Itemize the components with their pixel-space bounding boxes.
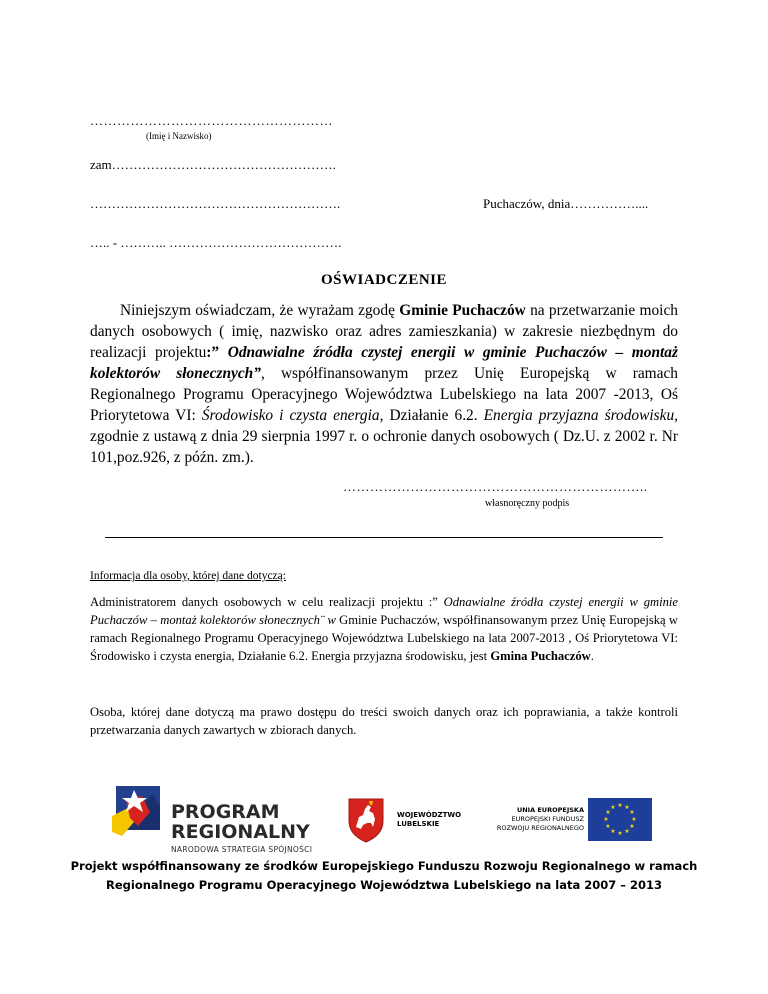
svg-text:★: ★ [624,828,630,835]
svg-text:★: ★ [629,823,635,830]
svg-text:★: ★ [631,816,637,823]
svg-text:★: ★ [603,816,609,823]
svg-text:★: ★ [605,809,611,816]
svg-text:★: ★ [617,830,623,837]
info-p1-gmina: Gmina Puchaczów [490,649,591,663]
eu-line-1: UNIA EUROPEJSKA [516,806,584,814]
svg-text:★: ★ [605,823,611,830]
info-p1-end: . [590,649,594,663]
svg-text:★: ★ [610,828,616,835]
declaration-paragraph [90,300,678,468]
svg-text:★: ★ [629,809,635,816]
info-heading: Informacja dla osoby, której dane dotyczą: [90,570,286,582]
info-p1-project: Odnawialne źródła czystej energii w gminie Puchaczów – montaż kolektorów słonecznych¨ w [90,595,678,627]
eu-flag-icon [588,798,652,841]
program-line-3: NARODOWA STRATEGIA SPÓJNOŚCI [171,845,313,854]
para-mid1: na przetwarzanie moich danych osobowych ( imię, nazwisko oraz adres zamieszkania) w zakresie niezbędnym do realizacji projektu [90,302,678,361]
name-caption: (Imię i Nazwisko) [146,131,212,141]
wojewodztwo-line-1: WOJEWÓDZTWO [397,811,462,819]
eu-line-3: ROZWOJU REGIONALNEGO [496,824,584,832]
postal-line: ….. - ……….. …………………………………. [90,235,342,250]
para-project: Odnawialne źródła czystej energii w gminie Puchaczów – montaż kolektorów słonecznych [90,344,678,382]
program-line-1: PROGRAM [171,801,280,823]
signature-caption: własnoręczny podpis [485,498,570,509]
para-gmina: Gminie Puchaczów [399,302,526,319]
lubelskie-coat-of-arms-icon [347,797,385,843]
para-mid3: Działanie 6.2. [383,407,484,424]
svg-text:★: ★ [617,802,623,809]
place-date-field: Puchaczów, dnia…………….... [483,196,649,211]
info-paragraph-1 [90,593,678,665]
footer-line-2: Regionalnego Programu Operacyjnego Województwa Lubelskiego na lata 2007 – 2013 [106,878,662,892]
eu-line-2: EUROPEJSKI FUNDUSZ [511,815,584,823]
para-end: zgodnie z ustawą z dnia 29 sierpnia 1997 r. o ochronie danych osobowych ( Dz.U. z 2002 r. Nr 101,poz.926, z późn. zm.). [90,428,678,466]
svg-text:★: ★ [624,804,630,811]
info-p1-mid: Gminie Puchaczów, współfinansowanym przez Unię Europejską w ramach Regionalnego Programu Operacyjnego Województwa Lubelskiego na lata 2007-2013 , Oś Priorytetowa VI: Środowisko i czysta energia, Działanie 6.2. Energia przyjazna środowisku, jest [90,613,679,663]
para-mid2: , współfinansowanym przez Unię Europejską w ramach Regionalnego Programu Operacyjnego Województwa Lubelskiego na lata 2007 -2013, Oś Priorytetowa VI: [90,365,678,424]
para-action: Energia przyjazna środowisku, [483,407,679,424]
para-quote-close: ” [253,365,261,382]
program-regionalny-emblem-icon [112,786,168,846]
footer-line-1: Projekt współfinansowany ze środków Europejskiego Funduszu Rozwoju Regionalnego w ramach [70,859,698,873]
info-p1-start: Administratorem danych osobowych w celu realizacji projektu :” [90,595,444,609]
section-divider [105,537,663,538]
para-axis: Środowisko i czysta energia, [201,407,384,424]
svg-text:★: ★ [610,804,616,811]
para-start: Niniejszym oświadczam, że wyrażam zgodę [120,302,400,319]
document-title: OŚWIADCZENIE [320,272,448,288]
address-line: zam……………………………………………. [90,157,336,172]
info-paragraph-2: Osoba, której dane dotyczą ma prawo dostępu do treści swoich danych oraz ich poprawiania, a także kontroli przetwarzania danych zawartych w zbiorach danych. [90,705,678,737]
name-dotted-line: ……………………………………………… [90,113,333,128]
para-quote-open: :” [206,344,228,361]
address-line-2: …………………………………………………. [90,196,341,211]
wojewodztwo-line-2: LUBELSKIE [397,820,440,828]
signature-dotted-line: ………………………………………………………….. [343,479,648,494]
program-line-2: REGIONALNY [171,821,310,843]
